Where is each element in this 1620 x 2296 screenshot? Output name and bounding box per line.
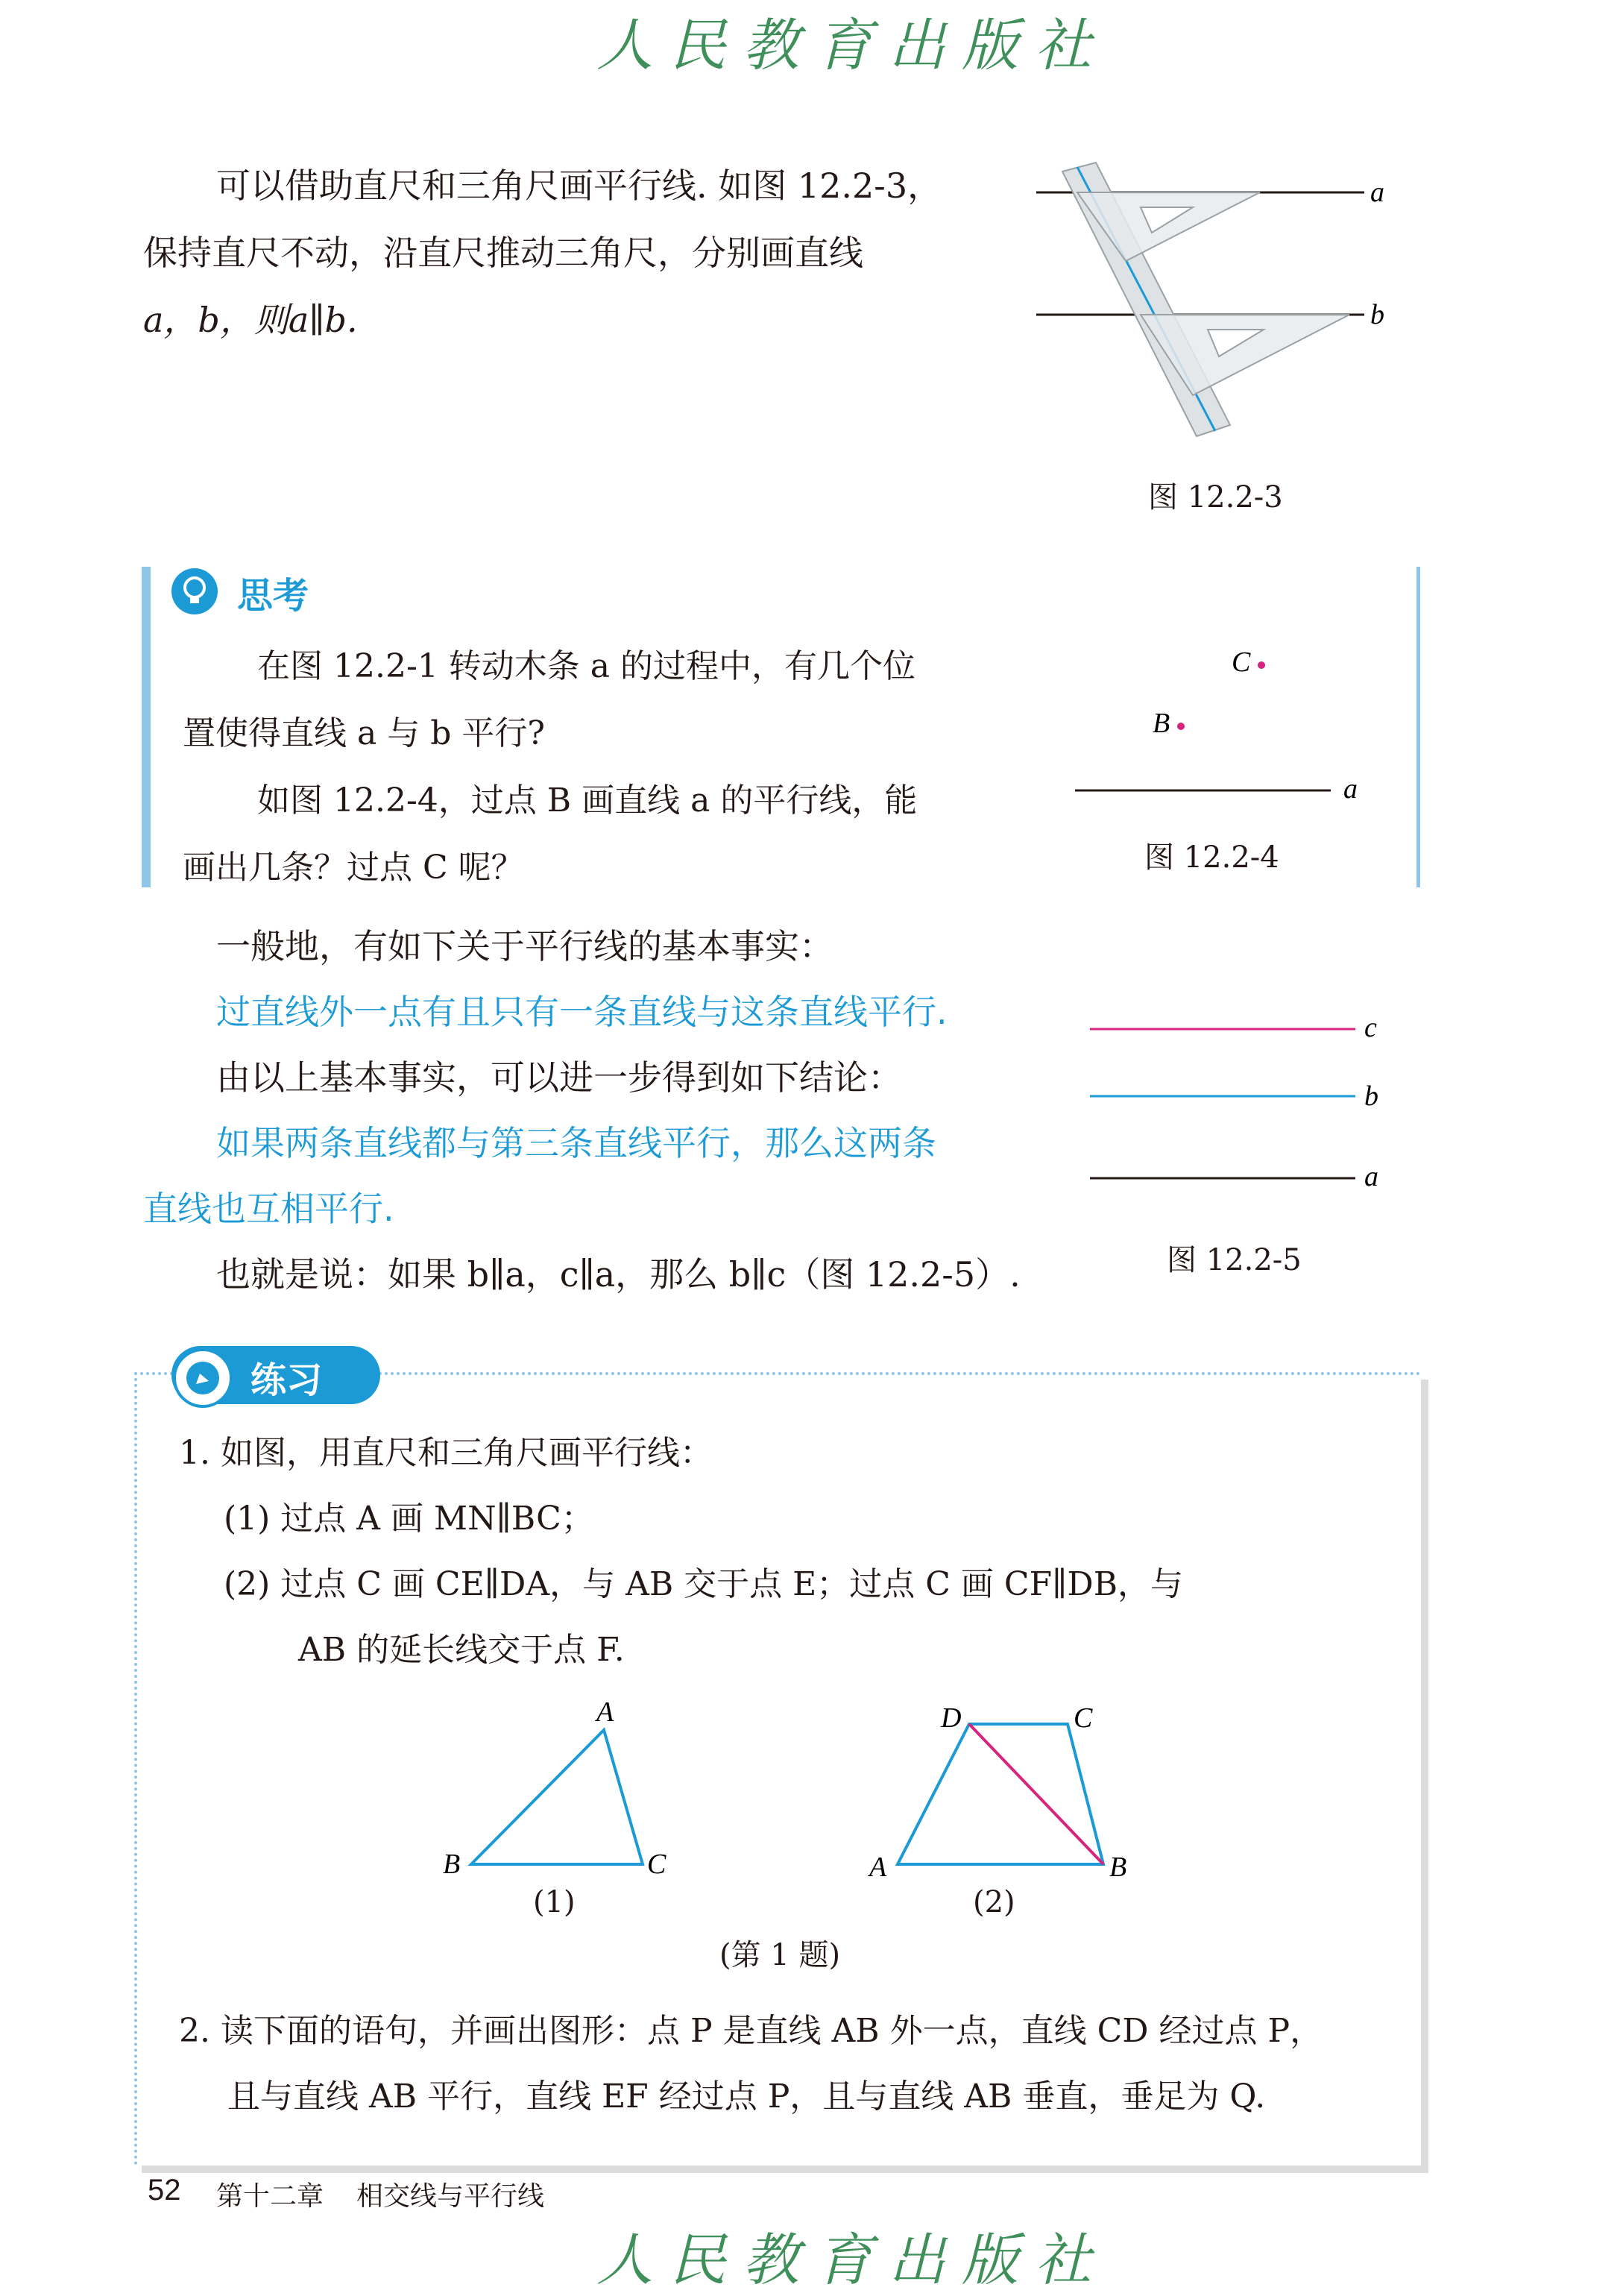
exercise-q2-line1: 2. 读下面的语句，并画出图形：点 P 是直线 AB 外一点，直线 CD 经过点 P， — [179, 2012, 1323, 2050]
fig3-label-a: a — [1370, 177, 1384, 208]
fig2-label-B: B — [1109, 1852, 1127, 1883]
fig5-caption: 图 12.2-5 — [1167, 1243, 1302, 1277]
think-p1-line2: 置使得直线 a 与 b 平行? — [183, 714, 545, 752]
point-C — [1258, 661, 1265, 669]
quadrilateral-ABCD — [898, 1724, 1103, 1864]
fig2-label-D: D — [941, 1702, 962, 1734]
exercise-q1-2-line1: (2) 过点 C 画 CE∥DA，与 AB 交于点 E；过点 C 画 CF∥DB，与 — [224, 1565, 1184, 1603]
think-left-bar — [142, 567, 151, 887]
fig1-label-B: B — [443, 1849, 461, 1880]
fact-that-is: 也就是说：如果 b∥a，c∥a，那么 b∥c（图 12.2-5）. — [216, 1254, 1021, 1295]
exercise-q1-1: (1) 过点 A 画 MN∥BC； — [224, 1500, 594, 1538]
fig3-caption: 图 12.2-3 — [1148, 480, 1283, 515]
think-p2-line1: 如图 12.2-4，过点 B 画直线 a 的平行线，能 — [257, 781, 918, 820]
exercise-pencil-icon — [173, 1348, 233, 1408]
fig5-label-c: c — [1364, 1012, 1377, 1043]
diagonal-DB — [969, 1724, 1103, 1864]
fig4-label-B: B — [1153, 708, 1170, 739]
fact-intro: 一般地，有如下关于平行线的基本事实： — [216, 926, 833, 966]
triangle-ABC — [471, 1730, 643, 1864]
figure-12-2-3 — [1036, 149, 1409, 462]
fact-statement: 过直线外一点有且只有一条直线与这条直线平行. — [216, 992, 948, 1032]
exercise-title: 练习 — [250, 1359, 323, 1401]
fact-followup: 由以上基本事实，可以进一步得到如下结论： — [216, 1057, 902, 1098]
intro-line-3-expr: a∥b. — [288, 300, 358, 340]
think-p1-line1: 在图 12.2-1 转动木条 a 的过程中，有几个位 — [257, 647, 916, 685]
intro-line-3 — [143, 287, 1038, 353]
publisher-watermark-bottom: 人民教育出版社 — [596, 2227, 1108, 2293]
think-right-bar — [1416, 567, 1420, 887]
exercise-q2-line2: 且与直线 AB 平行，直线 EF 经过点 P，且与直线 AB 垂直，垂足为 Q. — [227, 2078, 1266, 2116]
chapter-label: 第十二章 — [216, 2181, 324, 2212]
exercise-figure-2 — [857, 1700, 1141, 1894]
fig5-label-b: b — [1364, 1081, 1378, 1112]
fig1-label-C: C — [647, 1849, 666, 1880]
intro-line-3-pre: a，b，则 — [143, 300, 289, 340]
fig2-label-C: C — [1074, 1702, 1093, 1734]
exercise-q1-2-line2: AB 的延长线交于点 F. — [298, 1631, 625, 1669]
exercise-figs-caption: (第 1 题) — [719, 1938, 841, 1972]
intro-line-2: 保持直尺不动，沿直尺推动三角尺，分别画直线 — [143, 233, 863, 273]
fig2-caption: (2) — [973, 1885, 1015, 1919]
chapter-title: 相交线与平行线 — [356, 2181, 545, 2212]
exercise-q1: 1. 如图，用直尺和三角尺画平行线： — [179, 1434, 713, 1472]
think-p2-line2: 画出几条？过点 C 呢？ — [183, 849, 524, 887]
fig4-label-C: C — [1232, 647, 1251, 678]
point-B — [1177, 723, 1185, 730]
fig1-caption: (1) — [533, 1885, 576, 1919]
fig2-label-A: A — [869, 1852, 887, 1883]
fig1-label-A: A — [596, 1696, 614, 1728]
think-bulb-icon — [171, 568, 218, 614]
figure-12-2-5 — [1081, 1007, 1394, 1201]
intro-line-1: 可以借助直尺和三角尺画平行线. 如图 12.2-3， — [216, 166, 942, 206]
figure-12-2-4 — [1066, 641, 1379, 820]
fig4-caption: 图 12.2-4 — [1144, 840, 1279, 875]
fig3-label-b: b — [1370, 299, 1384, 330]
think-title: 思考 — [237, 575, 309, 617]
exercise-figure-1 — [432, 1693, 686, 1916]
fact-conclusion-line2: 直线也互相平行. — [143, 1189, 394, 1229]
fig5-label-a: a — [1364, 1161, 1378, 1192]
fig4-label-a: a — [1343, 773, 1358, 805]
fact-conclusion-line1: 如果两条直线都与第三条直线平行，那么这两条 — [216, 1123, 936, 1163]
page-number: 52 — [148, 2174, 181, 2207]
publisher-watermark-top: 人民教育出版社 — [596, 12, 1108, 78]
